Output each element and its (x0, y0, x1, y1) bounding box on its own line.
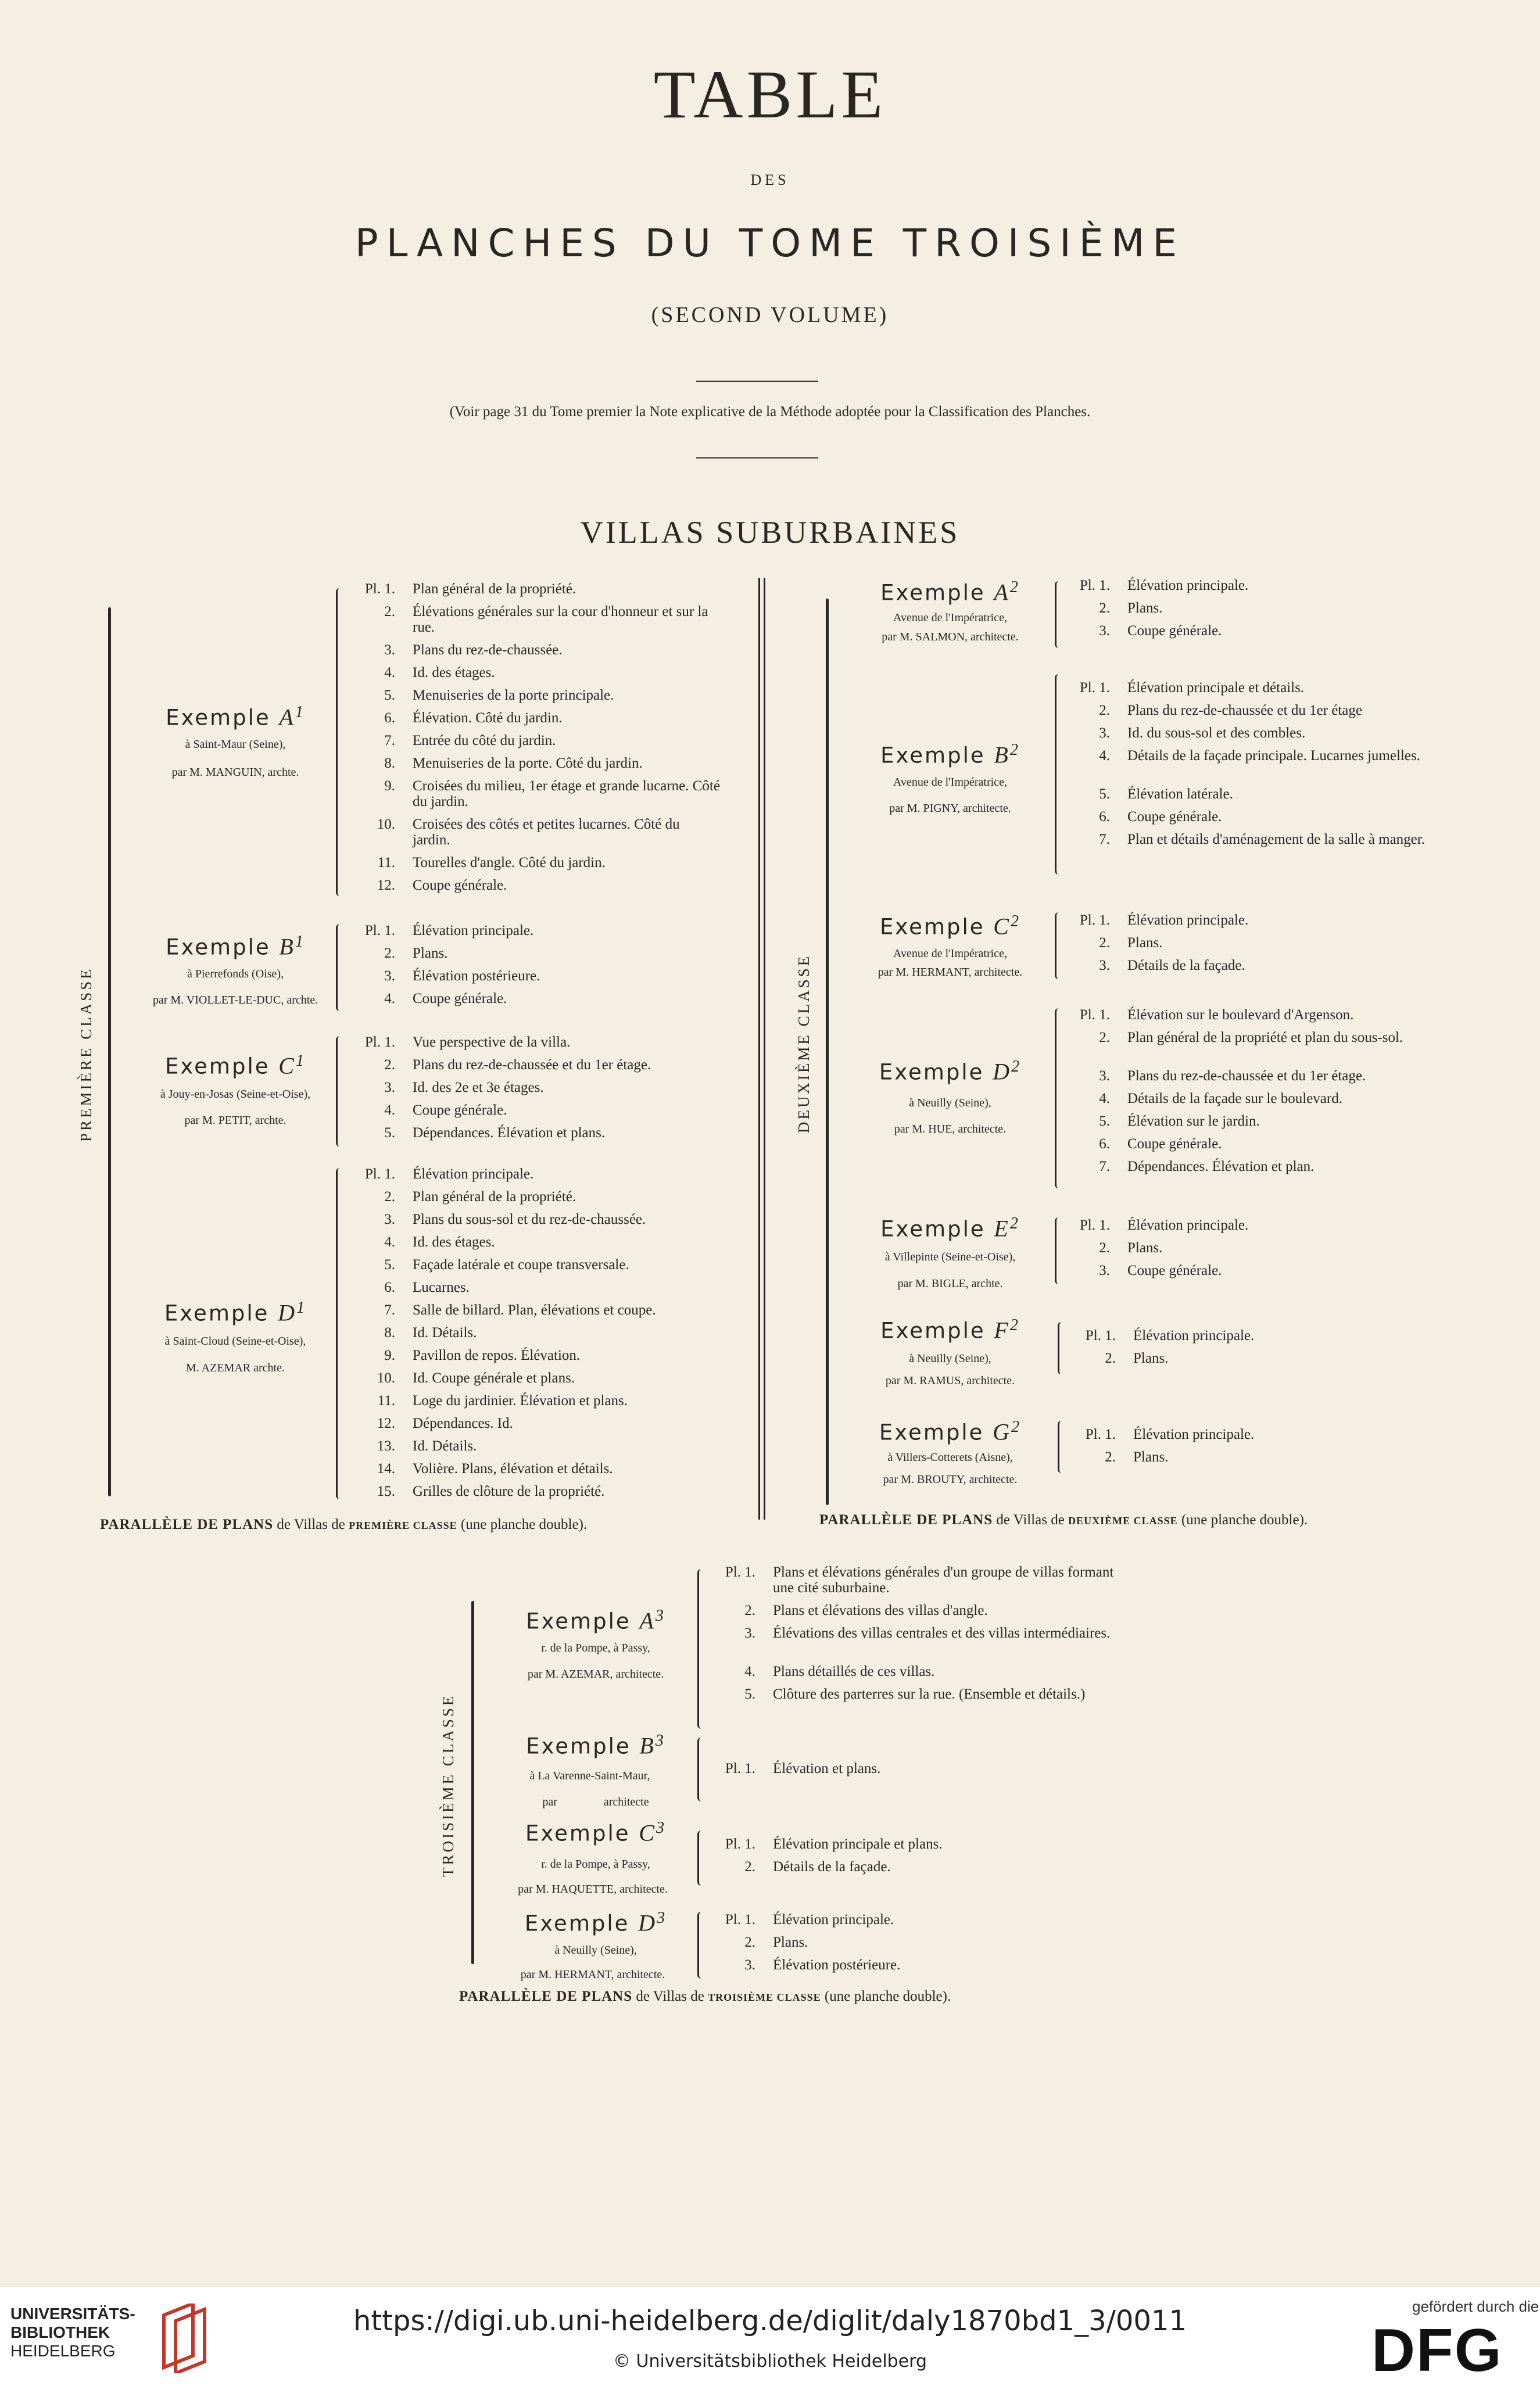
plate-number: 2. (1099, 1030, 1110, 1045)
plate-number: 9. (384, 1348, 395, 1363)
plate-number: 2. (1105, 1449, 1116, 1465)
plate-number: 5. (1099, 1113, 1110, 1129)
exemple-d3-location: à Neuilly (Seine), (554, 1944, 637, 1957)
exemple-d2-title: Exemple $D^2$ (879, 1058, 1022, 1085)
plate-number: 3. (384, 1212, 395, 1227)
plate-title: Plans et élévations des villas d'angle. (773, 1603, 988, 1618)
plate-number: Pl. 1. (1085, 1427, 1116, 1442)
exemple-a3-architect: par M. AZEMAR, architecte. (527, 1668, 664, 1681)
exemple-f2-brace (1058, 1322, 1065, 1374)
exemple-a3-brace (697, 1569, 705, 1729)
plate-number: 10. (377, 1370, 395, 1386)
plate-title: Plans du rez-de-chaussée et du 1er étage (1127, 703, 1362, 718)
plate-title: Volière. Plans, élévation et détails. (413, 1461, 613, 1477)
exemple-c1-architect: par M. PETIT, archte. (184, 1114, 286, 1127)
exemple-d3-architect: par M. HERMANT, architecte. (520, 1968, 665, 1981)
plate-number: 3. (1099, 623, 1110, 639)
plate-title: Élévation postérieure. (413, 968, 540, 984)
exemple-b2-architect: par M. PIGNY, architecte. (889, 802, 1011, 815)
plate-title: Élévation et plans. (773, 1761, 881, 1776)
university-logo-text: UNIVERSITÄTS- BIBLIOTHEK HEIDELBERG (10, 2305, 135, 2360)
plate-number: 5. (744, 1686, 755, 1702)
plate-number: Pl. 1. (725, 1836, 755, 1852)
plate-number: Pl. 1. (1079, 912, 1110, 928)
plate-number: 4. (1099, 748, 1110, 764)
plate-number: Pl. 1. (1079, 1007, 1110, 1023)
plate-number: 2. (1099, 600, 1110, 616)
plate-title: Détails de la façade principale. Lucarnes jumelles. (1127, 748, 1420, 764)
parallele-troisieme: PARALLÈLE DE PLANS de Villas de TROISIÈME CLASSE (une planche double). (459, 1989, 951, 2004)
plate-title: Élévation. Côté du jardin. (413, 710, 563, 726)
exemple-d1-title: Exemple $D^1$ (164, 1299, 307, 1326)
plate-title: Plans du sous-sol et du rez-de-chaussée. (413, 1212, 646, 1227)
plate-number: 11. (377, 1393, 395, 1409)
exemple-f2-location: à Neuilly (Seine), (909, 1352, 991, 1365)
plate-number: 2. (744, 1859, 755, 1875)
plate-title: Dépendances. Élévation et plans. (413, 1125, 606, 1141)
exemple-c3-title: Exemple $C^3$ (525, 1819, 666, 1846)
plate-number: 4. (384, 1234, 395, 1250)
plate-number: 4. (384, 991, 395, 1006)
plate-number: 14. (377, 1461, 395, 1477)
plate-title: Élévation principale et plans. (773, 1836, 943, 1852)
exemple-g2-brace (1058, 1421, 1065, 1473)
plate-number: 2. (384, 1189, 395, 1205)
plate-title: Élévations des villas centrales et des villas intermédiaires. (773, 1625, 1111, 1641)
exemple-c1-location: à Jouy-en-Josas (Seine-et-Oise), (160, 1088, 311, 1101)
exemple-c3-location: r. de la Pompe, à Passy, (541, 1858, 650, 1871)
exemple-b2-title: Exemple $B^2$ (880, 741, 1020, 768)
plate-title: Coupe générale. (1127, 1263, 1222, 1278)
plate-title: Plans du rez-de-chaussée et du 1er étage. (413, 1057, 651, 1073)
plate-title: Plan général de la propriété. (413, 1189, 576, 1205)
plate-number: 15. (377, 1484, 395, 1499)
plate-number: 2. (744, 1603, 755, 1618)
plate-title: Plan général de la propriété. (413, 581, 576, 597)
plate-number: 3. (384, 1080, 395, 1095)
volume-label: (SECOND VOLUME) (651, 303, 889, 327)
plate-number: 2. (384, 1057, 395, 1073)
plate-number: 7. (1099, 832, 1110, 847)
exemple-a1-location: à Saint-Maur (Seine), (185, 738, 286, 751)
plate-title: Élévation principale. (1133, 1328, 1255, 1344)
plate-title: Détails de la façade. (773, 1859, 891, 1875)
class-brace-troisieme (471, 1601, 474, 1964)
plate-title: Coupe générale. (1127, 1136, 1222, 1152)
plate-title: Croisées des côtés et petites lucarnes. Côté du jardin. (413, 816, 680, 848)
plate-title: Plans. (413, 945, 448, 961)
plate-number: 4. (744, 1664, 755, 1679)
plate-title: Salle de billard. Plan, élévations et coupe. (413, 1302, 656, 1318)
exemple-g2-location: à Villers-Cotterets (Aisne), (887, 1451, 1013, 1464)
exemple-c2-brace (1055, 912, 1062, 979)
exemple-b3-location: à La Varenne-Saint-Maur, (529, 1769, 650, 1782)
exemple-e2-location: à Villepinte (Seine-et-Oise), (884, 1251, 1016, 1263)
plate-number: Pl. 1. (1079, 680, 1110, 696)
plate-number: 7. (384, 733, 395, 748)
exemple-a2-brace (1055, 581, 1062, 648)
plate-number: 13. (377, 1438, 395, 1454)
exemple-c2-title: Exemple $C^2$ (880, 912, 1020, 940)
plate-number: 7. (1099, 1159, 1110, 1174)
plate-number: 3. (1099, 958, 1110, 973)
page-title: TABLE (653, 56, 887, 132)
exemple-d3-title: Exemple $D^3$ (524, 1909, 667, 1936)
exemple-c3-architect: par M. HAQUETTE, architecte. (518, 1883, 668, 1896)
plate-number: 5. (384, 687, 395, 703)
plate-title: Élévation principale. (773, 1912, 894, 1928)
plate-number: 2. (1099, 703, 1110, 718)
plate-title: Id. Coupe générale et plans. (413, 1370, 575, 1386)
plate-number: 3. (384, 968, 395, 984)
plate-number: 2. (384, 945, 395, 961)
exemple-b3-architect: par architecte (542, 1796, 649, 1808)
plate-number: 7. (384, 1302, 395, 1318)
plate-title: Élévations générales sur la cour d'honneur et sur la rue. (413, 604, 708, 635)
exemple-b1-brace (336, 924, 343, 1011)
plate-number: 4. (384, 1102, 395, 1118)
plate-number: Pl. 1. (1085, 1328, 1116, 1344)
plate-number: 4. (384, 665, 395, 680)
footer-bar (0, 2287, 1540, 2393)
plate-title: Plans. (1127, 600, 1163, 616)
plate-title: Id. du sous-sol et des combles. (1127, 725, 1306, 741)
parallele-premiere: PARALLÈLE DE PLANS de Villas de PREMIÈRE CLASSE (une planche double). (100, 1517, 588, 1532)
exemple-b1-title: Exemple $B^1$ (166, 933, 305, 960)
plate-title: Loge du jardinier. Élévation et plans. (413, 1393, 628, 1409)
plate-number: 3. (1099, 1068, 1110, 1084)
exemple-c2-architect: par M. HERMANT, architecte. (878, 966, 1023, 979)
page-subtitle: PLANCHES DU TOME TROISIÈME (354, 221, 1186, 266)
plate-title: Plans. (1133, 1449, 1169, 1465)
exemple-g2-title: Exemple $G^2$ (879, 1418, 1022, 1445)
parallele-deuxieme: PARALLÈLE DE PLANS de Villas de DEUXIÈME CLASSE (une planche double). (819, 1512, 1308, 1528)
title-des: DES (750, 171, 790, 188)
plate-title: Croisées du milieu, 1er étage et grande lucarne. Côté du jardin. (413, 778, 720, 809)
plate-number: 8. (384, 755, 395, 771)
column-separator (758, 578, 760, 1520)
plate-number: 2. (1099, 935, 1110, 951)
plate-number: Pl. 1. (725, 1912, 755, 1928)
exemple-c1-brace (336, 1036, 343, 1147)
plate-title: Plans. (1133, 1350, 1169, 1366)
divider (696, 381, 818, 382)
plate-number: 9. (384, 778, 395, 794)
exemple-d3-brace (697, 1912, 705, 1979)
exemple-b1-architect: par M. VIOLLET-LE-DUC, archte. (152, 994, 318, 1006)
plate-title: Plans du rez-de-chaussée. (413, 642, 563, 658)
plate-title: Entrée du côté du jardin. (413, 733, 556, 748)
exemple-d2-architect: par M. HUE, architecte. (894, 1123, 1007, 1135)
plate-title: Élévation principale. (1127, 1217, 1249, 1233)
exemple-b3-brace (697, 1738, 705, 1801)
class-label-deuxieme: DEUXIÈME CLASSE (795, 954, 812, 1133)
plate-number: 11. (377, 855, 395, 870)
plate-number: 6. (384, 1280, 395, 1295)
plate-number: 12. (377, 1416, 395, 1431)
dfg-caption: gefördert durch die (1412, 2298, 1539, 2315)
plate-title: Id. Détails. (413, 1325, 477, 1341)
plate-title: Coupe générale. (413, 1102, 507, 1118)
section-title: VILLAS SUBURBAINES (580, 515, 960, 550)
plate-title: Plans du rez-de-chaussée et du 1er étage. (1127, 1068, 1366, 1084)
plate-title: Plans. (1127, 935, 1163, 951)
plate-number: 6. (1099, 1136, 1110, 1152)
plate-title: Élévation latérale. (1127, 786, 1233, 802)
plate-title: Grilles de clôture de la propriété. (413, 1484, 605, 1499)
column-separator (764, 578, 765, 1520)
plate-title: Élévation principale. (413, 923, 534, 938)
plate-title: Élévation sur le jardin. (1127, 1113, 1260, 1129)
plate-number: 8. (384, 1325, 395, 1341)
plate-number: 2. (1099, 1240, 1110, 1256)
plate-number: 2. (384, 604, 395, 619)
exemple-f2-title: Exemple $F^2$ (880, 1316, 1020, 1344)
plate-number: 3. (744, 1957, 755, 1973)
plate-number: 3. (1099, 1263, 1110, 1278)
exemple-a2-location: Avenue de l'Impératrice, (893, 611, 1007, 624)
exemple-f2-architect: par M. RAMUS, architecte. (885, 1374, 1015, 1387)
exemple-e2-architect: par M. BIGLE, archte. (897, 1277, 1003, 1290)
exemple-a2-title: Exemple $A^2$ (880, 578, 1020, 606)
plate-number: 12. (377, 877, 395, 893)
plate-title: Plan général de la propriété et plan du sous-sol. (1127, 1030, 1403, 1045)
plate-title: Élévation principale. (1127, 912, 1249, 928)
plate-title: Détails de la façade. (1127, 958, 1245, 973)
plate-title: Élévation principale et détails. (1127, 680, 1305, 696)
plate-number: 3. (1099, 725, 1110, 741)
exemple-a1-brace (336, 588, 343, 896)
exemple-a1-title: Exemple $A^1$ (166, 703, 305, 730)
plate-number: Pl. 1. (364, 923, 395, 938)
plate-title: Élévation postérieure. (773, 1957, 901, 1973)
plate-title: Id. Détails. (413, 1438, 477, 1454)
plate-title: Id. des étages. (413, 665, 495, 680)
exemple-a3-location: r. de la Pompe, à Passy, (541, 1642, 650, 1654)
exemple-a2-architect: par M. SALMON, architecte. (882, 631, 1019, 643)
plate-title: Id. des étages. (413, 1234, 495, 1250)
dfg-logo: DFG (1371, 2317, 1503, 2384)
plate-number: Pl. 1. (725, 1564, 755, 1580)
plate-title: Dépendances. Id. (413, 1416, 513, 1431)
plate-number: 3. (744, 1625, 755, 1641)
class-label-troisieme: TROISIÈME CLASSE (439, 1693, 457, 1877)
plate-number: Pl. 1. (725, 1761, 755, 1776)
exemple-c2-location: Avenue de l'Impératrice, (893, 947, 1007, 960)
plate-number: 3. (384, 642, 395, 658)
exemple-a1-architect: par M. MANGUIN, archte. (171, 766, 299, 779)
plate-title: Clôture des parterres sur la rue. (Ensemble et détails.) (773, 1686, 1086, 1702)
exemple-g2-architect: par M. BROUTY, architecte. (883, 1473, 1018, 1486)
plate-title: Plan et détails d'aménagement de la salle à manger. (1127, 832, 1425, 847)
exemple-d1-architect: M. AZEMAR archte. (186, 1362, 285, 1374)
plate-title: Menuiseries de la porte principale. (413, 687, 614, 703)
class-brace-deuxieme (826, 599, 829, 1505)
plate-title: Lucarnes. (413, 1280, 470, 1295)
plate-title: Vue perspective de la villa. (413, 1034, 571, 1050)
plate-number: Pl. 1. (364, 581, 395, 597)
exemple-d2-brace (1055, 1008, 1062, 1188)
exemple-e2-title: Exemple $E^2$ (880, 1215, 1020, 1242)
exemple-d1-location: à Saint-Cloud (Seine-et-Oise), (164, 1335, 306, 1348)
plate-number: Pl. 1. (1079, 578, 1110, 593)
plate-number: 5. (384, 1125, 395, 1141)
plate-title: Coupe générale. (413, 877, 507, 893)
divider (696, 457, 818, 458)
plate-number: 5. (1099, 786, 1110, 802)
plate-number: 5. (384, 1257, 395, 1273)
plate-title: Coupe générale. (1127, 623, 1222, 639)
plate-title: Menuiseries de la porte. Côté du jardin. (413, 755, 643, 771)
plate-number: 10. (377, 816, 395, 832)
plate-title: Coupe générale. (1127, 809, 1222, 825)
exemple-a3-title: Exemple $A^3$ (526, 1607, 665, 1634)
exemple-b2-location: Avenue de l'Impératrice, (893, 776, 1007, 789)
plate-title: Dépendances. Élévation et plan. (1127, 1159, 1315, 1174)
exemple-b3-title: Exemple $B^3$ (526, 1732, 665, 1759)
plate-title: Élévation sur le boulevard d'Argenson. (1127, 1007, 1354, 1023)
exemple-c3-brace (697, 1830, 705, 1886)
exemple-e2-brace (1055, 1217, 1062, 1284)
plate-title: Id. des 2e et 3e étages. (413, 1080, 544, 1095)
plate-title: Élévation principale. (1133, 1427, 1255, 1442)
plate-title: Plans. (773, 1935, 808, 1950)
copyright-notice: © Universitätsbibliothek Heidelberg (613, 2351, 927, 2371)
source-url-link[interactable]: https://digi.ub.uni-heidelberg.de/diglit/daly1870bd1_3/0011 (353, 2305, 1187, 2337)
plate-title: Pavillon de repos. Élévation. (413, 1348, 581, 1363)
plate-number: 2. (1105, 1350, 1116, 1366)
plate-number: 4. (1099, 1091, 1110, 1106)
plate-title: Façade latérale et coupe transversale. (413, 1257, 629, 1273)
plate-title: Plans. (1127, 1240, 1163, 1256)
class-label-premiere: PREMIÈRE CLASSE (77, 967, 95, 1142)
plate-title: Détails de la façade sur le boulevard. (1127, 1091, 1342, 1106)
plate-number: Pl. 1. (1079, 1217, 1110, 1233)
plate-title: Élévation principale. (413, 1166, 534, 1182)
plate-title: Élévation principale. (1127, 578, 1249, 593)
exemple-b2-brace (1055, 674, 1062, 875)
exemple-d1-brace (336, 1168, 343, 1499)
plate-title: Coupe générale. (413, 991, 507, 1006)
exemple-d2-location: à Neuilly (Seine), (909, 1097, 991, 1109)
plate-title: Plans et élévations générales d'un groupe de villas formant une cité suburbaine. (773, 1564, 1114, 1596)
class-brace-premiere (108, 607, 111, 1496)
exemple-c1-title: Exemple $C^1$ (165, 1052, 306, 1079)
plate-title: Tourelles d'angle. Côté du jardin. (413, 855, 606, 870)
plate-number: 6. (1099, 809, 1110, 825)
plate-title: Plans détaillés de ces villas. (773, 1664, 935, 1679)
plate-number: Pl. 1. (364, 1166, 395, 1182)
exemple-b1-location: à Pierrefonds (Oise), (187, 968, 284, 980)
plate-number: 2. (744, 1935, 755, 1950)
plate-number: Pl. 1. (364, 1034, 395, 1050)
classification-note: (Voir page 31 du Tome premier la Note explicative de la Méthode adoptée pour la Classification des Planches. (449, 404, 1091, 420)
plate-number: 6. (384, 710, 395, 726)
